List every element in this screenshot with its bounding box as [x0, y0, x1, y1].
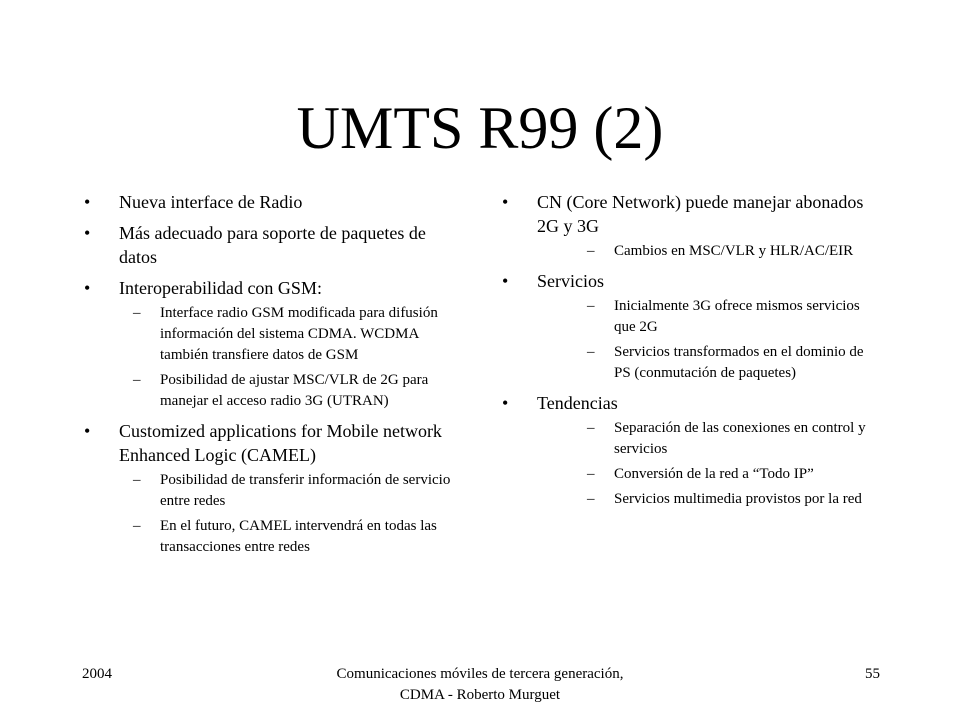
dash-icon: –	[133, 518, 141, 534]
sub-bullet-text: En el futuro, CAMEL intervendrá en todas las transacciones entre redes	[160, 518, 437, 555]
bullet-text: Customized applications for Mobile network Enhanced Logic (CAMEL)	[119, 421, 442, 465]
dash-icon: –	[587, 298, 595, 314]
sub-bullet-text: Servicios transformados en el dominio de PS (conmutación de paquetes)	[614, 344, 864, 381]
bullet-icon: •	[502, 192, 509, 212]
slide-title: UMTS R99 (2)	[296, 95, 664, 161]
sub-bullet-item	[573, 241, 870, 262]
sub-bullet-item	[573, 418, 870, 460]
sub-bullet-list	[119, 303, 467, 412]
sub-bullet-item	[119, 516, 467, 558]
dash-icon: –	[587, 420, 595, 436]
right-column	[500, 190, 870, 517]
bullet-text: Servicios	[537, 271, 604, 291]
bullet-item	[82, 276, 467, 412]
sub-bullet-list	[537, 418, 870, 510]
sub-bullet-text: Inicialmente 3G ofrece mismos servicios que 2G	[614, 298, 860, 335]
bullet-item	[500, 190, 870, 262]
left-column	[82, 190, 467, 565]
bullet-text: CN (Core Network) puede manejar abonados 2G y 3G	[537, 192, 864, 236]
bullet-icon: •	[84, 278, 91, 298]
sub-bullet-list	[537, 241, 870, 262]
sub-bullet-item	[119, 303, 467, 366]
sub-bullet-list	[537, 296, 870, 384]
dash-icon: –	[133, 472, 141, 488]
sub-bullet-text: Interface radio GSM modificada para difusión información del sistema CDMA. WCDMA también transfiere datos de GSM	[160, 305, 438, 363]
sub-bullet-text: Separación de las conexiones en control y servicios	[614, 420, 866, 457]
sub-bullet-item	[573, 489, 870, 510]
sub-bullet-item	[573, 342, 870, 384]
left-bullet-list	[82, 190, 467, 558]
bullet-item	[82, 221, 467, 269]
bullet-icon: •	[84, 223, 91, 243]
sub-bullet-item	[573, 464, 870, 485]
right-bullet-list	[500, 190, 870, 510]
sub-bullet-item	[119, 470, 467, 512]
sub-bullet-text: Conversión de la red a “Todo IP”	[614, 466, 814, 482]
bullet-item	[500, 269, 870, 384]
bullet-text: Más adecuado para soporte de paquetes de datos	[119, 223, 426, 267]
dash-icon: –	[587, 243, 595, 259]
sub-bullet-text: Servicios multimedia provistos por la red	[614, 491, 862, 507]
sub-bullet-text: Cambios en MSC/VLR y HLR/AC/EIR	[614, 243, 854, 259]
dash-icon: –	[133, 372, 141, 388]
bullet-item	[82, 190, 467, 214]
sub-bullet-text: Posibilidad de transferir información de servicio entre redes	[160, 472, 451, 509]
footer-title: Comunicaciones móviles de tercera generación, CDMA - Roberto Murguet	[336, 666, 624, 703]
bullet-text: Interoperabilidad con GSM:	[119, 278, 322, 298]
dash-icon: –	[133, 305, 141, 321]
sub-bullet-text: Posibilidad de ajustar MSC/VLR de 2G para manejar el acceso radio 3G (UTRAN)	[160, 372, 429, 409]
bullet-item	[82, 419, 467, 558]
sub-bullet-item	[119, 370, 467, 412]
sub-bullet-list	[119, 470, 467, 558]
footer-year: 2004	[82, 666, 112, 682]
bullet-item	[500, 391, 870, 510]
bullet-text: Nueva interface de Radio	[119, 192, 303, 212]
bullet-icon: •	[84, 192, 91, 212]
bullet-icon: •	[502, 393, 509, 413]
dash-icon: –	[587, 344, 595, 360]
dash-icon: –	[587, 466, 595, 482]
bullet-text: Tendencias	[537, 393, 618, 413]
bullet-icon: •	[502, 271, 509, 291]
sub-bullet-item	[573, 296, 870, 338]
dash-icon: –	[587, 491, 595, 507]
footer-page-number: 55	[865, 666, 880, 682]
bullet-icon: •	[84, 421, 91, 441]
